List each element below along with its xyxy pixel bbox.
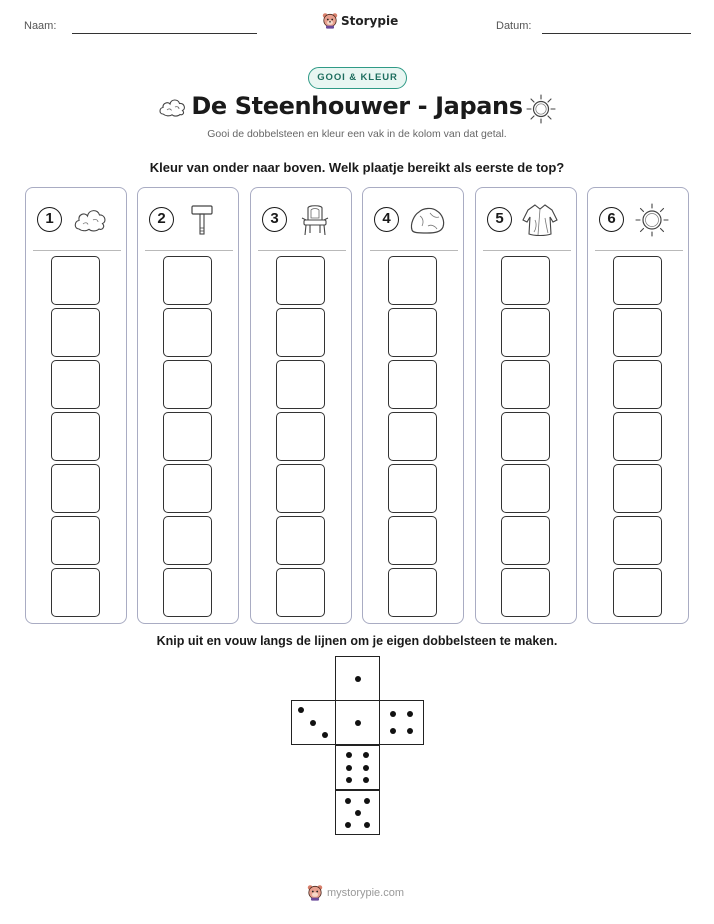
- date-line[interactable]: [542, 33, 691, 34]
- color-cell[interactable]: [51, 464, 100, 513]
- column-header: [599, 202, 679, 238]
- dice-pip: [363, 752, 369, 758]
- dice-column-3: [250, 187, 352, 624]
- color-cell[interactable]: [51, 308, 100, 357]
- color-cell[interactable]: [388, 568, 437, 617]
- color-cell[interactable]: [501, 412, 550, 461]
- dice-pip: [355, 720, 361, 726]
- dice-pip: [407, 711, 413, 717]
- color-cell[interactable]: [501, 308, 550, 357]
- name-line[interactable]: [72, 33, 257, 34]
- color-cell[interactable]: [51, 256, 100, 305]
- dice-column-1: [25, 187, 127, 624]
- dice-pip: [364, 822, 370, 828]
- color-cell[interactable]: [276, 256, 325, 305]
- color-cell[interactable]: [613, 412, 662, 461]
- dice-pip: [355, 810, 361, 816]
- name-label: Naam:: [24, 20, 57, 32]
- dice-instruction: Knip uit en vouw langs de lijnen om je eigen dobbelsteen te maken.: [156, 634, 558, 648]
- color-cell[interactable]: [501, 568, 550, 617]
- dice-pip: [363, 777, 369, 783]
- column-divider: [370, 250, 458, 251]
- dice-face-4: [379, 700, 424, 745]
- dice-pip: [355, 676, 361, 682]
- dice-face-1: [335, 700, 380, 745]
- column-header: [262, 202, 342, 238]
- column-number: 2: [149, 207, 174, 232]
- color-cell[interactable]: [276, 464, 325, 513]
- coloring-instruction: Kleur van onder naar boven. Welk plaatje bereikt als eerste de top?: [149, 160, 565, 175]
- color-cell[interactable]: [613, 308, 662, 357]
- color-cell[interactable]: [388, 360, 437, 409]
- color-cell[interactable]: [163, 516, 212, 565]
- dice-column-6: [587, 187, 689, 624]
- dice-pip: [322, 732, 328, 738]
- color-cell[interactable]: [388, 308, 437, 357]
- column-divider: [483, 250, 571, 251]
- sun-icon: [633, 202, 671, 238]
- color-cell[interactable]: [276, 308, 325, 357]
- dice-face-1: [335, 656, 380, 701]
- footer-url: mystorypie.com: [327, 886, 405, 899]
- column-divider: [33, 250, 121, 251]
- sun-icon: [525, 94, 557, 124]
- cloud-icon: [158, 94, 188, 120]
- brand-logo: [322, 12, 398, 29]
- dice-pip: [363, 765, 369, 771]
- footer: [307, 884, 404, 901]
- column-header: [487, 202, 567, 238]
- color-cell[interactable]: [388, 412, 437, 461]
- column-divider: [145, 250, 233, 251]
- brand-name: Storypie: [341, 13, 399, 28]
- column-number: 5: [487, 207, 512, 232]
- dice-face-5: [335, 790, 380, 835]
- color-cell[interactable]: [276, 360, 325, 409]
- dice-pip: [407, 728, 413, 734]
- color-cell[interactable]: [388, 256, 437, 305]
- color-cell[interactable]: [51, 516, 100, 565]
- color-cell[interactable]: [501, 360, 550, 409]
- color-cell[interactable]: [163, 568, 212, 617]
- dice-column-2: [137, 187, 239, 624]
- dice-pip: [345, 822, 351, 828]
- dice-pip: [346, 765, 352, 771]
- color-cell[interactable]: [51, 360, 100, 409]
- color-cell[interactable]: [51, 412, 100, 461]
- throne-chair-icon: [296, 202, 334, 238]
- color-cell[interactable]: [276, 412, 325, 461]
- hammer-icon: [183, 202, 221, 238]
- column-header: [374, 202, 454, 238]
- dice-column-5: [475, 187, 577, 624]
- dice-pip: [346, 752, 352, 758]
- date-label: Datum:: [496, 20, 532, 32]
- column-number: 6: [599, 207, 624, 232]
- column-number: 3: [262, 207, 287, 232]
- rock-icon: [408, 202, 446, 238]
- activity-badge: GOOI & KLEUR: [308, 67, 407, 89]
- color-cell[interactable]: [613, 360, 662, 409]
- color-cell[interactable]: [388, 516, 437, 565]
- column-number: 4: [374, 207, 399, 232]
- column-number: 1: [37, 207, 62, 232]
- dice-face-3: [291, 700, 336, 745]
- robe-icon: [521, 202, 559, 238]
- dice-pip: [346, 777, 352, 783]
- color-cell[interactable]: [163, 464, 212, 513]
- bear-mascot-icon: [307, 884, 323, 901]
- color-cell[interactable]: [613, 464, 662, 513]
- color-cell[interactable]: [276, 568, 325, 617]
- color-cell[interactable]: [613, 516, 662, 565]
- dice-pip: [345, 798, 351, 804]
- dice-pip: [310, 720, 316, 726]
- color-cell[interactable]: [388, 464, 437, 513]
- page-title: De Steenhouwer - Japans: [191, 92, 523, 120]
- dice-pip: [390, 728, 396, 734]
- dice-face-6: [335, 745, 380, 790]
- dice-pip: [390, 711, 396, 717]
- dice-pip: [298, 707, 304, 713]
- color-cell[interactable]: [613, 256, 662, 305]
- cloud-icon: [71, 202, 109, 238]
- dice-pip: [364, 798, 370, 804]
- color-cell[interactable]: [163, 256, 212, 305]
- page-subtitle: Gooi de dobbelsteen en kleur een vak in de kolom van dat getal.: [207, 128, 507, 140]
- color-cell[interactable]: [163, 412, 212, 461]
- color-cell[interactable]: [501, 256, 550, 305]
- color-cell[interactable]: [51, 568, 100, 617]
- color-cell[interactable]: [163, 360, 212, 409]
- color-cell[interactable]: [276, 516, 325, 565]
- color-cell[interactable]: [501, 464, 550, 513]
- column-header: [37, 202, 117, 238]
- column-divider: [258, 250, 346, 251]
- color-cell[interactable]: [163, 308, 212, 357]
- column-header: [149, 202, 229, 238]
- column-divider: [595, 250, 683, 251]
- dice-column-4: [362, 187, 464, 624]
- color-cell[interactable]: [613, 568, 662, 617]
- color-cell[interactable]: [501, 516, 550, 565]
- bear-mascot-icon: [322, 12, 338, 29]
